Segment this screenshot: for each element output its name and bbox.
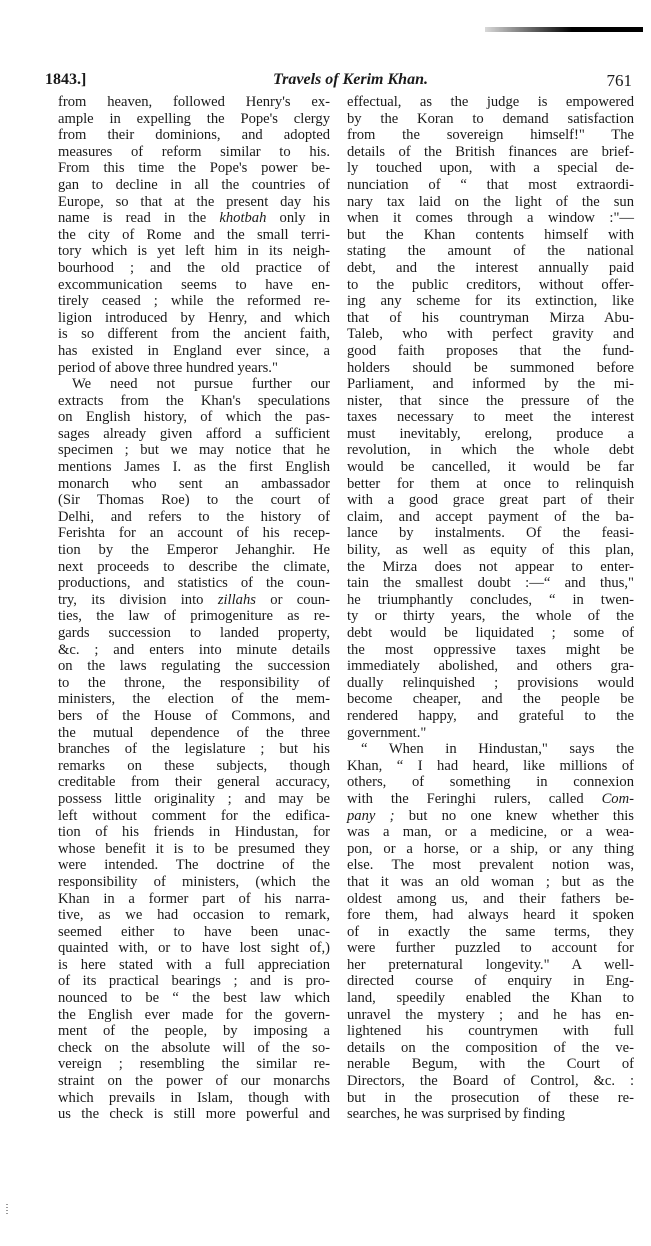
text-line: “ When in Hindustan," says the xyxy=(361,741,634,758)
text-line: that it was an old woman ; but as the xyxy=(347,873,634,890)
text-line: others, of something in connexion xyxy=(347,774,634,791)
text-line: pon, or a horse, or a ship, or any thing xyxy=(347,840,634,857)
text-line: seemed either to have been unac- xyxy=(58,923,330,940)
scan-speck xyxy=(6,1204,8,1216)
text-line: creditable from their general accuracy, xyxy=(58,774,330,791)
text-line: branches of the legislature ; but his xyxy=(58,741,330,758)
text-line: which prevails in Islam, though with xyxy=(58,1089,330,1106)
text-line: searches, he was surprised by finding xyxy=(347,1106,566,1123)
text-line: oldest among us, and their fathers be- xyxy=(347,890,634,907)
text-line: from their dominions, and adopted xyxy=(58,127,330,144)
text-line: stating the amount of the national xyxy=(347,243,634,260)
text-line: tion of his friends in Hindustan, for xyxy=(58,824,330,841)
text-line: the city of Rome and the small terri- xyxy=(58,226,330,243)
text-line: good faith proposes that the fund- xyxy=(347,342,634,359)
text-line: details on the composition of the ve- xyxy=(347,1039,634,1056)
text-line: Taleb, who with perfect gravity and xyxy=(347,326,634,343)
text-line: gan to decline in all the countries of xyxy=(58,176,330,193)
text-line: sages already given afford a sufficient xyxy=(58,425,330,442)
text-line: with the Feringhi rulers, called Com- xyxy=(347,790,634,807)
text-line: taxes necessary to meet the interest xyxy=(347,409,634,426)
text-line: whose benefit it is to be presumed they xyxy=(58,840,330,857)
text-line: ample in expelling the Pope's clergy xyxy=(58,110,330,127)
text-line: ministers, the election of the mem- xyxy=(58,691,330,708)
text-line: Directors, the Board of Control, &c. : xyxy=(347,1073,634,1090)
text-line: of in exactly the same terms, they xyxy=(347,923,634,940)
text-line: ly touched upon, with a special de- xyxy=(347,160,634,177)
text-line: would be cancelled, it would be far xyxy=(347,459,634,476)
text-line: name is read in the khotbah only in xyxy=(58,210,330,227)
text-line: holders should be summoned before xyxy=(347,359,634,376)
text-line: the most oppressive taxes might be xyxy=(347,641,634,658)
text-line: land, speedily enabled the Khan to xyxy=(347,990,634,1007)
text-line: immediately abolished, and others gra- xyxy=(347,658,634,675)
text-line: is so different from the ancient faith, xyxy=(58,326,330,343)
text-line: responsibility of ministers, (which the xyxy=(58,873,330,890)
text-line: Parliament, and informed by the mi- xyxy=(347,376,634,393)
text-line: become cheaper, and the people be xyxy=(347,691,634,708)
text-line: pany ; but no one knew whether this xyxy=(347,807,634,824)
text-line: Ferishta for an account of his recep- xyxy=(58,525,330,542)
text-line: Europe, so that at the present day his xyxy=(58,193,330,210)
text-line: quainted with, or to have lost sight of,) xyxy=(58,940,330,957)
text-line: from heaven, followed Henry's ex- xyxy=(58,94,330,110)
text-line: by the Koran to demand satisfaction xyxy=(347,110,634,127)
text-line: were further puzzled to account for xyxy=(347,940,634,957)
text-line: bility, as well as equity of this plan, xyxy=(347,542,634,559)
text-line: on the laws regulating the succession xyxy=(58,658,330,675)
text-line: directed course of enquiry in Eng- xyxy=(347,973,634,990)
text-line: on English history, of which the pas- xyxy=(58,409,330,426)
text-line: tion by the Emperor Jehanghir. He xyxy=(58,542,330,559)
text-line: try, its division into zillahs or coun- xyxy=(58,591,331,608)
text-line: with a good grace great part of their xyxy=(347,492,634,509)
text-line: ment of the people, by imposing a xyxy=(58,1023,330,1040)
text-line: the mutual dependence of the three xyxy=(58,724,330,741)
text-line: ligion introduced by Henry, and which xyxy=(58,309,330,326)
text-line: Khan in a former part of his narra- xyxy=(58,890,330,907)
text-line: check on the absolute will of the so- xyxy=(58,1039,330,1056)
text-line: has existed in England ever since, a xyxy=(58,342,330,359)
text-line: her preternatural longevity." A well- xyxy=(347,956,634,973)
text-line: to the public creditors, without offer- xyxy=(347,276,634,293)
text-line: effectual, as the judge is empowered xyxy=(347,94,634,110)
text-line: next proceeds to describe the climate, xyxy=(58,558,330,575)
text-line: when it comes through a window :"— xyxy=(347,210,634,227)
header-title: Travels of Kerim Khan. xyxy=(273,71,428,88)
text-line: better for them at once to relinquish xyxy=(347,475,634,492)
text-line: to the throne, the responsibility of xyxy=(58,674,330,691)
text-line: &c. ; and enters into minute details xyxy=(58,641,330,658)
text-line: but in the prosecution of these re- xyxy=(347,1089,634,1106)
text-line: productions, and statistics of the coun- xyxy=(58,575,330,592)
header-year: 1843.] xyxy=(45,71,87,88)
text-line: lance by instalments. Of the feasi- xyxy=(347,525,634,542)
text-line: tain the smallest doubt :—“ and thus," xyxy=(347,575,634,592)
text-line: details of the British finances are brief- xyxy=(347,143,634,160)
text-line: measures of reform similar to his. xyxy=(58,143,330,160)
text-line: the English ever made for the govern- xyxy=(58,1006,330,1023)
text-line: he triumphantly concludes, “ in twen- xyxy=(347,591,634,608)
text-line: Delhi, and refers to the history of xyxy=(58,508,330,525)
text-line: We need not pursue further our xyxy=(72,376,330,393)
text-line: bourhood ; and the old practice of xyxy=(58,259,330,276)
text-line: was a man, or a medicine, or a wea- xyxy=(347,824,634,841)
text-line: ties, the law of primogeniture as re- xyxy=(58,608,330,625)
text-line: Khan, “ I had heard, like millions of xyxy=(347,757,634,774)
text-line: period of above three hundred years." xyxy=(58,359,278,376)
text-line: revolution, in which the whole debt xyxy=(347,442,634,459)
page-number: 761 xyxy=(606,71,632,90)
text-line: tive, as we had occasion to remark, xyxy=(58,907,330,924)
text-line: monarch who sent an ambassador xyxy=(58,475,330,492)
text-line: tirely ceased ; while the reformed re- xyxy=(58,293,330,310)
text-line: that of his countryman Mirza Abu- xyxy=(347,309,634,326)
text-line: must inevitably, erelong, produce a xyxy=(347,425,634,442)
text-line: but the Khan contents himself with xyxy=(347,226,634,243)
left-column xyxy=(58,94,330,1123)
text-line: excommunication seems to have en- xyxy=(58,276,330,293)
top-rule xyxy=(485,27,643,32)
text-line: tory which is yet left him in its neigh- xyxy=(58,243,330,260)
text-line: fore them, had always heard it spoken xyxy=(347,907,634,924)
text-line: government." xyxy=(347,724,427,741)
text-line: ing any scheme for its extinction, like xyxy=(347,293,634,310)
text-line: vereign ; resembling the similar re- xyxy=(58,1056,330,1073)
text-line: bers of the House of Commons, and xyxy=(58,707,330,724)
text-line: nary tax laid on the light of the sun xyxy=(347,193,634,210)
text-line: (Sir Thomas Roe) to the court of xyxy=(58,492,330,509)
text-line: from the sovereign himself!" The xyxy=(347,127,634,144)
text-line: were intended. The doctrine of the xyxy=(58,857,330,874)
text-line: is here stated with a full appreciation xyxy=(58,956,330,973)
running-header xyxy=(45,71,640,91)
text-line: extracts from the Khan's speculations xyxy=(58,392,330,409)
text-line: straint on the power of our monarchs xyxy=(58,1073,330,1090)
text-line: debt would be liquidated ; some of xyxy=(347,625,634,641)
text-line: debt, and the interest annually paid xyxy=(347,259,634,276)
text-line: claim, and accept payment of the ba- xyxy=(347,508,634,525)
text-line: specimen ; but we may notice that he xyxy=(58,442,330,459)
text-line: unravel the mystery ; and he has en- xyxy=(347,1006,634,1023)
text-line: remarks on these subjects, though xyxy=(58,757,330,774)
text-line: gards succession to landed property, xyxy=(58,625,330,641)
right-column xyxy=(347,94,634,1123)
text-line: possess little originality ; and may be xyxy=(58,790,330,807)
text-line: else. The most prevalent notion was, xyxy=(347,857,634,874)
text-line: nerable Begum, with the Court of xyxy=(347,1056,634,1073)
text-line: ty or thirty years, the whole of the xyxy=(347,608,634,625)
text-line: nunciation of “ that most extraordi- xyxy=(347,176,634,193)
text-line: lightened his countrymen with full xyxy=(347,1023,634,1040)
text-line: rendered happy, and grateful to the xyxy=(347,707,634,724)
text-line: dually relinquished ; provisions would xyxy=(347,674,634,691)
text-line: the Mirza does not appear to enter- xyxy=(347,558,634,575)
text-line: nister, that since the pressure of the xyxy=(347,392,634,409)
text-line: us the check is still more powerful and xyxy=(58,1106,330,1123)
text-line: of its practical bearings ; and is pro- xyxy=(58,973,330,990)
text-line: nounced to be “ the best law which xyxy=(58,990,330,1007)
text-line: mentions James I. as the first English xyxy=(58,459,330,476)
text-line: From this time the Pope's power be- xyxy=(58,160,330,177)
text-line: left without comment for the edifica- xyxy=(58,807,330,824)
